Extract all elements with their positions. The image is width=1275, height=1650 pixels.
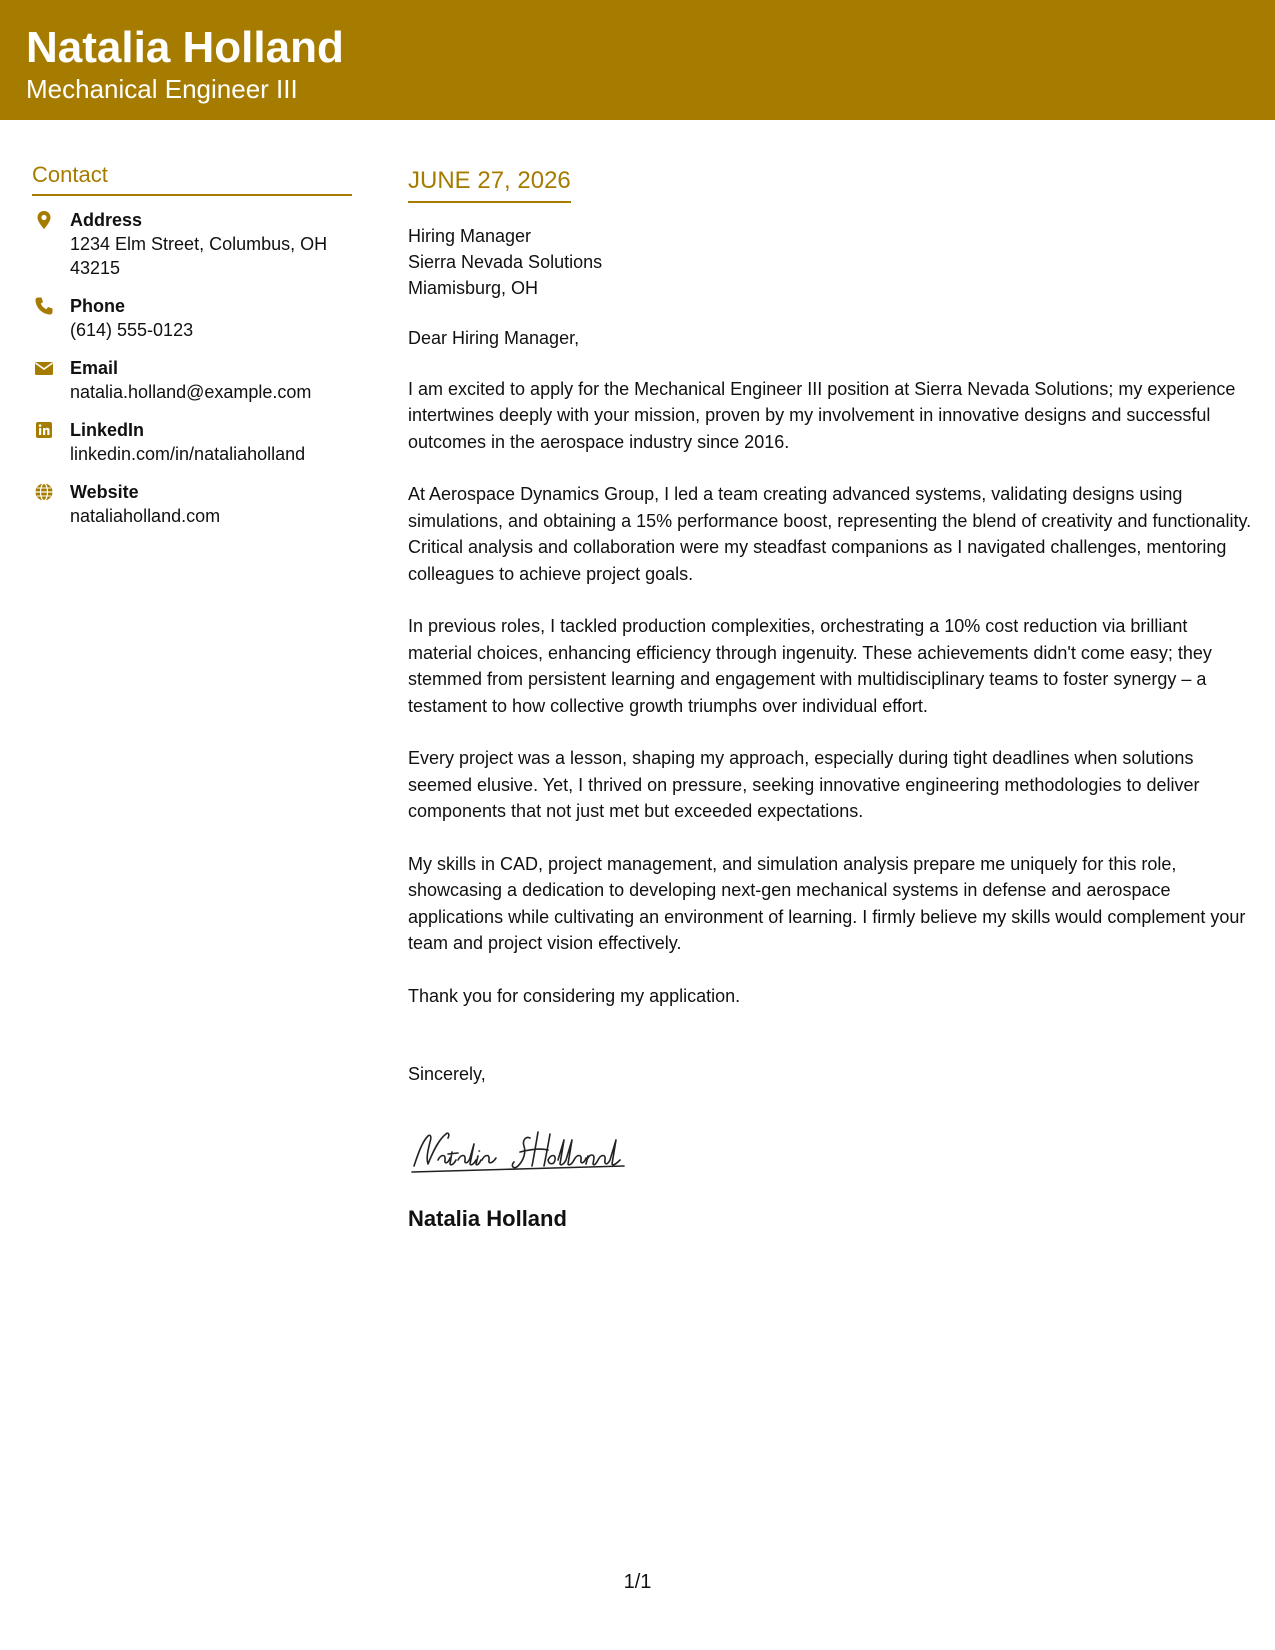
- contact-item-phone: [32, 294, 352, 342]
- handwritten-signature: [408, 1124, 1253, 1180]
- contact-item-linkedin: [32, 418, 352, 466]
- recipient-block: [408, 223, 1253, 301]
- letter-paragraph: Thank you for considering my application.: [408, 985, 741, 1006]
- contact-heading: Contact: [32, 160, 352, 196]
- contact-value: nataliaholland.com: [70, 506, 221, 526]
- signer-name: Natalia Holland: [408, 1205, 567, 1231]
- contact-item-address: [32, 208, 352, 280]
- map-pin-icon: [34, 210, 54, 230]
- page-number: 1/1: [623, 1571, 652, 1593]
- contact-item-website: [32, 480, 352, 528]
- recipient-line: Sierra Nevada Solutions: [408, 252, 603, 272]
- contact-value: natalia.holland@example.com: [70, 382, 312, 402]
- recipient-line: Hiring Manager: [408, 226, 532, 246]
- closing: Sincerely,: [408, 1064, 486, 1084]
- letter-paragraph: My skills in CAD, project management, and simulation analysis prepare me uniquely for this role, showcasing a dedication to developing next-gen mechanical systems in defense and aerospace applications while cultivating an environment of learning. I firmly believe my skills would complement your team and project vision effectively.: [408, 853, 1246, 953]
- contact-sidebar: [32, 160, 352, 542]
- contact-value: 1234 Elm Street, Columbus, OH 43215: [70, 234, 328, 278]
- letter-paragraph: At Aerospace Dynamics Group, I led a team creating advanced systems, validating designs using simulations, and obtaining a 15% performance boost, representing the blend of creativity and functionality. Critical analysis and collaboration were my steadfast companions as I navigated challenges, mentoring colleagues to achieve project goals.: [408, 484, 1252, 584]
- contact-label: Phone: [70, 296, 126, 316]
- contact-label: LinkedIn: [70, 420, 145, 440]
- applicant-name: Natalia Holland: [26, 23, 344, 72]
- phone-icon: [34, 296, 54, 316]
- contact-item-email: [32, 356, 352, 404]
- header-banner: [0, 0, 1275, 120]
- job-title: Mechanical Engineer III: [26, 74, 298, 104]
- recipient-line: Miamisburg, OH: [408, 278, 539, 298]
- letter-paragraph: Every project was a lesson, shaping my approach, especially during tight deadlines when solutions seemed elusive. Yet, I thrived on pressure, seeking innovative engineering methodologies to deliver components that not just met but exceeded expectations.: [408, 748, 1200, 821]
- linkedin-icon: [34, 420, 54, 440]
- envelope-icon: [34, 358, 54, 378]
- letter-paragraph: I am excited to apply for the Mechanical Engineer III position at Sierra Nevada Solutions; my experience intertwines deeply with your mission, proven by my involvement in innovative designs and successful outcomes in the aerospace industry since 2016.: [408, 378, 1236, 452]
- cover-letter-body: [408, 165, 1253, 1234]
- letter-date: JUNE 27, 2026: [408, 165, 571, 203]
- letter-paragraph: In previous roles, I tackled production complexities, orchestrating a 10% cost reduction via brilliant material choices, enhancing efficiency through ingenuity. These achievements didn't come easy; they stemmed from persistent learning and engagement with multidisciplinary teams to foster synergy – a testament to how collective growth triumphs over individual effort.: [408, 616, 1212, 716]
- contact-label: Website: [70, 482, 139, 502]
- contact-label: Address: [70, 210, 143, 230]
- globe-icon: [34, 482, 54, 502]
- greeting: Dear Hiring Manager,: [408, 328, 580, 348]
- contact-value: linkedin.com/in/nataliaholland: [70, 444, 306, 464]
- contact-label: Email: [70, 358, 119, 378]
- contact-value: (614) 555-0123: [70, 320, 194, 340]
